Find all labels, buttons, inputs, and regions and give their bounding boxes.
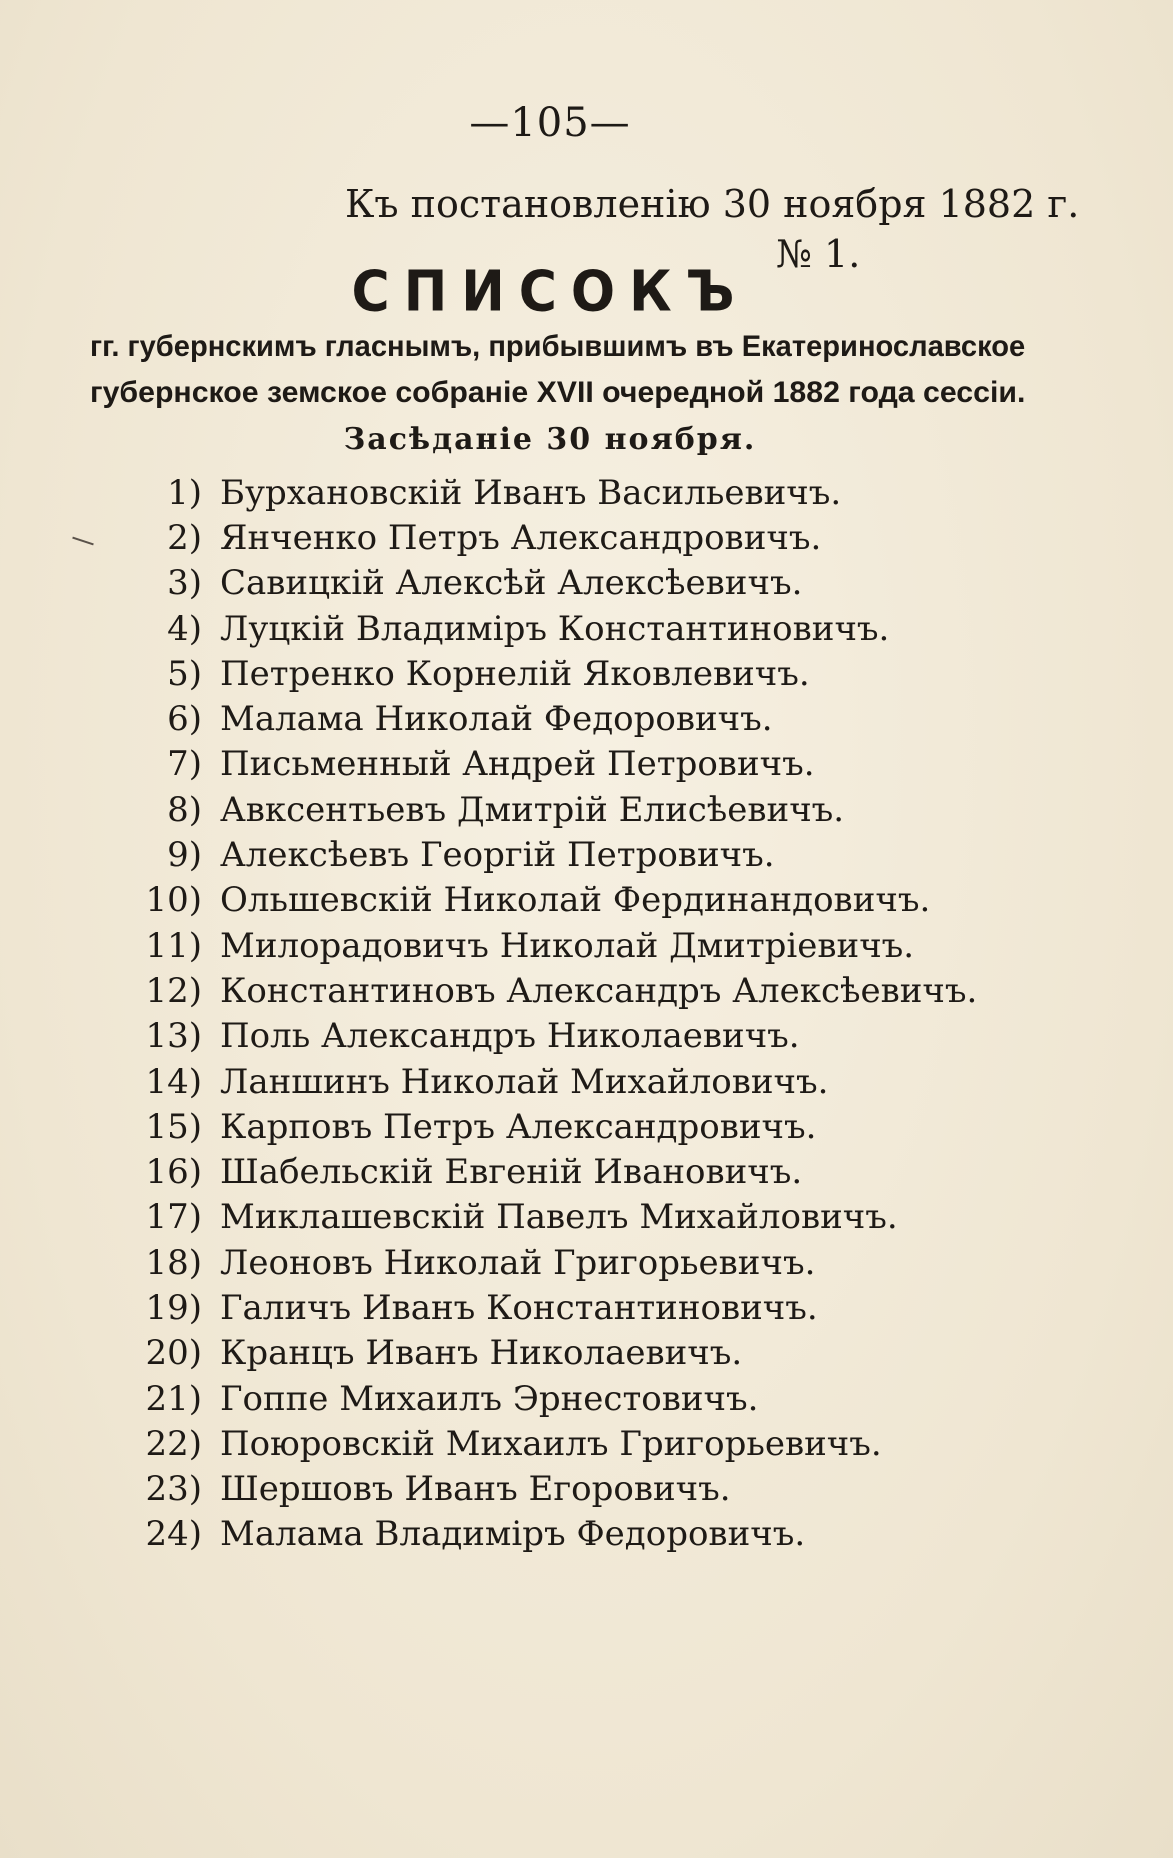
list-item	[130, 1331, 977, 1376]
member-name: Письменный Андрей Петровичъ.	[220, 744, 815, 785]
member-name: Авксентьевъ Дмитрій Елисѣевичъ.	[220, 789, 845, 830]
list-item	[130, 1512, 977, 1557]
member-name: Ольшевскій Николай Фердинандовичъ.	[220, 880, 931, 921]
item-number: 16)	[145, 1152, 202, 1193]
member-name: Бурхановскій Иванъ Васильевичъ.	[220, 472, 842, 513]
member-name: Гоппе Михаилъ Эрнестовичъ.	[220, 1378, 759, 1419]
member-name: Янченко Петръ Александровичъ.	[220, 517, 822, 558]
member-name: Шабельскій Евгеній Ивановичъ.	[220, 1152, 803, 1193]
list-item	[130, 606, 977, 651]
page-number: —105—	[469, 100, 631, 146]
item-number: 2)	[167, 517, 202, 558]
session-heading: Засѣданіе 30 ноября.	[343, 422, 757, 457]
document-number: № 1.	[776, 232, 861, 276]
member-name: Милорадовичъ Николай Дмитріевичъ.	[220, 925, 915, 966]
item-number: 15)	[145, 1106, 202, 1147]
list-item	[130, 1285, 977, 1330]
document-title: СПИСОКЪ	[351, 259, 749, 325]
list-item	[130, 1376, 977, 1421]
list-item	[130, 1149, 977, 1194]
list-item	[130, 832, 977, 877]
subtitle-line-1: гг. губернскимъ гласнымъ, прибывшимъ въ Екатеринославское	[90, 330, 1026, 363]
members-list	[130, 470, 977, 1557]
list-item	[130, 1104, 977, 1149]
member-name: Поюровскій Михаилъ Григорьевичъ.	[220, 1423, 882, 1464]
member-name: Малама Николай Федоровичъ.	[220, 699, 773, 740]
list-item	[130, 515, 977, 560]
item-number: 24)	[145, 1514, 202, 1555]
item-number: 5)	[167, 653, 202, 694]
item-number: 21)	[145, 1378, 202, 1419]
item-number: 8)	[167, 789, 202, 830]
member-name: Ланшинъ Николай Михайловичъ.	[220, 1061, 829, 1102]
member-name: Савицкій Алексѣй Алексѣевичъ.	[220, 563, 803, 604]
item-number: 19)	[145, 1287, 202, 1328]
item-number: 4)	[167, 608, 202, 649]
member-name: Карповъ Петръ Александровичъ.	[220, 1106, 817, 1147]
list-item	[130, 1467, 977, 1512]
list-item	[130, 1195, 977, 1240]
list-item	[130, 742, 977, 787]
item-number: 12)	[145, 970, 202, 1011]
list-item	[130, 696, 977, 741]
list-item	[130, 878, 977, 923]
subtitle-line-2: губернское земское собраніе XVII очередной 1882 года сессіи.	[90, 376, 1026, 409]
list-item	[130, 1014, 977, 1059]
margin-dash-mark	[72, 537, 94, 546]
item-number: 23)	[145, 1469, 202, 1510]
item-number: 10)	[145, 880, 202, 921]
item-number: 7)	[167, 744, 202, 785]
item-number: 3)	[167, 563, 202, 604]
item-number: 6)	[167, 699, 202, 740]
item-number: 17)	[145, 1197, 202, 1238]
item-number: 22)	[145, 1423, 202, 1464]
list-item	[130, 968, 977, 1013]
member-name: Малама Владиміръ Федоровичъ.	[220, 1514, 806, 1555]
item-number: 18)	[145, 1242, 202, 1283]
item-number: 13)	[145, 1016, 202, 1057]
member-name: Константиновъ Александръ Алексѣевичъ.	[220, 970, 978, 1011]
member-name: Кранцъ Иванъ Николаевичъ.	[220, 1333, 743, 1374]
list-item	[130, 1059, 977, 1104]
member-name: Шершовъ Иванъ Егоровичъ.	[220, 1469, 731, 1510]
list-item	[130, 787, 977, 832]
member-name: Алексѣевъ Георгій Петровичъ.	[220, 835, 775, 876]
member-name: Поль Александръ Николаевичъ.	[220, 1016, 800, 1057]
member-name: Петренко Корнелій Яковлевичъ.	[220, 653, 810, 694]
item-number: 1)	[167, 472, 202, 513]
member-name: Галичъ Иванъ Константиновичъ.	[220, 1287, 818, 1328]
resolution-reference: Къ постановленію 30 ноября 1882 г.	[345, 182, 1080, 226]
member-name: Луцкій Владиміръ Константиновичъ.	[220, 608, 890, 649]
list-item	[130, 1240, 977, 1285]
list-item	[130, 923, 977, 968]
item-number: 11)	[145, 925, 202, 966]
member-name: Леоновъ Николай Григорьевичъ.	[220, 1242, 816, 1283]
list-item	[130, 470, 977, 515]
item-number: 14)	[145, 1061, 202, 1102]
list-item	[130, 561, 977, 606]
item-number: 9)	[167, 835, 202, 876]
list-item	[130, 651, 977, 696]
list-item	[130, 1421, 977, 1466]
member-name: Миклашевскій Павелъ Михайловичъ.	[220, 1197, 898, 1238]
item-number: 20)	[145, 1333, 202, 1374]
